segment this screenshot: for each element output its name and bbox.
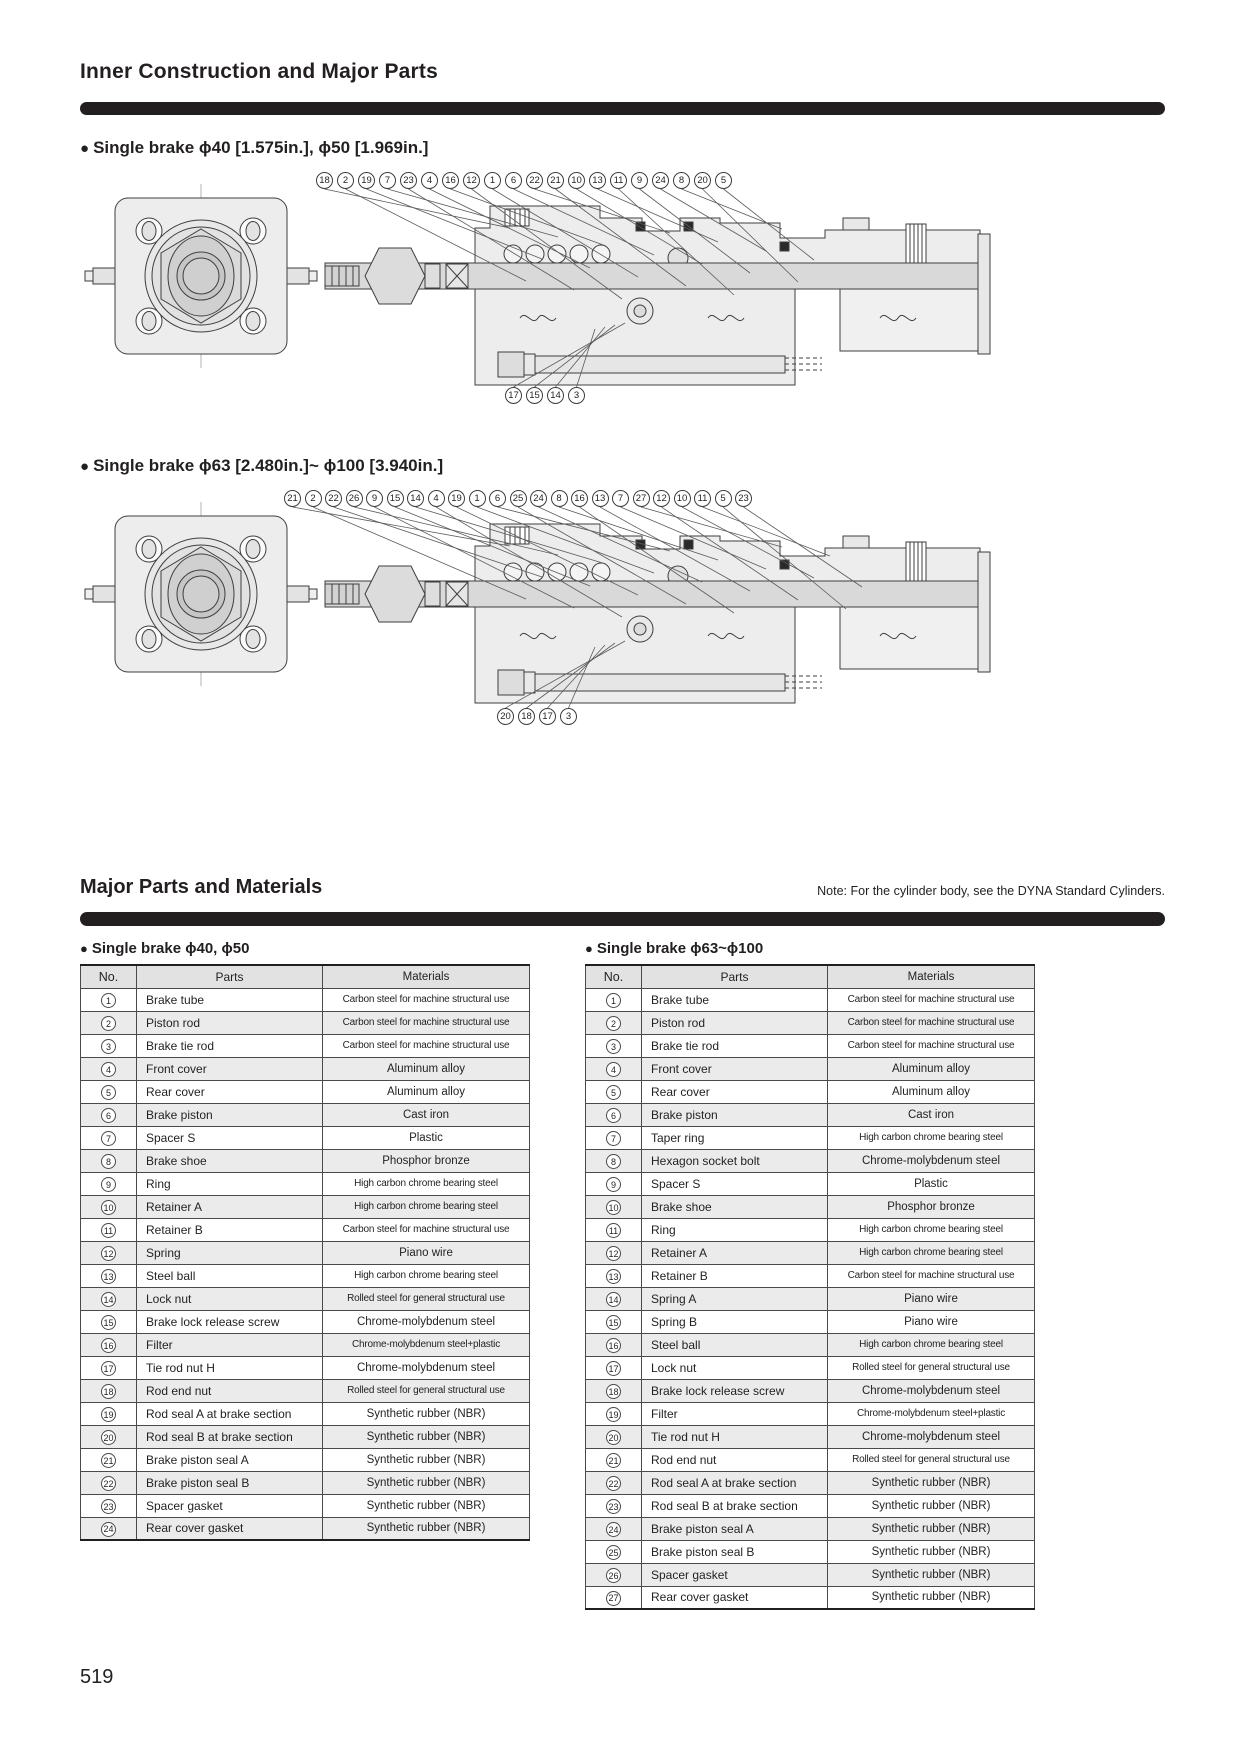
- table-row: [81, 1241, 530, 1264]
- major-parts-divider-bar: [80, 912, 1165, 926]
- callout-number: 5: [715, 490, 732, 507]
- part-number-badge: 8: [606, 1154, 621, 1169]
- callout-number: 3: [560, 708, 577, 725]
- callout-number: 21: [284, 490, 301, 507]
- table-row: [586, 1011, 1035, 1034]
- part-name-cell: Brake tube: [642, 988, 828, 1011]
- part-name-cell: Retainer A: [642, 1241, 828, 1264]
- callout-number: 17: [505, 387, 522, 404]
- material-cell: Chrome-molybdenum steel: [828, 1149, 1035, 1172]
- part-number-badge: 14: [606, 1292, 621, 1307]
- part-number-badge: 15: [606, 1315, 621, 1330]
- material-cell: Carbon steel for machine structural use: [323, 1218, 530, 1241]
- table-row: [586, 1057, 1035, 1080]
- part-name-cell: Tie rod nut H: [137, 1356, 323, 1379]
- material-cell: Chrome-molybdenum steel: [828, 1379, 1035, 1402]
- table-row: [586, 1195, 1035, 1218]
- material-cell: Phosphor bronze: [323, 1149, 530, 1172]
- part-name-cell: Brake piston seal B: [137, 1471, 323, 1494]
- material-cell: Plastic: [828, 1172, 1035, 1195]
- part-name-cell: Filter: [642, 1402, 828, 1425]
- callout-number: 16: [571, 490, 588, 507]
- part-name-cell: Rod seal A at brake section: [137, 1402, 323, 1425]
- table-row: [81, 1218, 530, 1241]
- part-number-badge: 23: [101, 1499, 116, 1514]
- callout-number: 11: [610, 172, 627, 189]
- part-number-badge: 10: [606, 1200, 621, 1215]
- table-row: [81, 1310, 530, 1333]
- material-cell: High carbon chrome bearing steel: [323, 1195, 530, 1218]
- callout-number: 5: [715, 172, 732, 189]
- material-cell: Chrome-molybdenum steel+plastic: [323, 1333, 530, 1356]
- page-title: Inner Construction and Major Parts: [80, 60, 439, 83]
- part-name-cell: Rod seal B at brake section: [642, 1494, 828, 1517]
- material-cell: Synthetic rubber (NBR): [323, 1517, 530, 1540]
- table-row: [81, 988, 530, 1011]
- material-cell: Synthetic rubber (NBR): [323, 1494, 530, 1517]
- part-number-badge: 23: [606, 1499, 621, 1514]
- callout-number: 15: [526, 387, 543, 404]
- part-number-badge: 4: [606, 1062, 621, 1077]
- callout-number: 6: [489, 490, 506, 507]
- material-cell: Synthetic rubber (NBR): [828, 1586, 1035, 1609]
- callout-number: 20: [497, 708, 514, 725]
- part-number-badge: 8: [101, 1154, 116, 1169]
- page-number: 519: [80, 1666, 114, 1688]
- callout-number: 4: [428, 490, 445, 507]
- part-number-badge: 4: [101, 1062, 116, 1077]
- callout-number: 24: [530, 490, 547, 507]
- table-row: [81, 1195, 530, 1218]
- part-number-badge: 25: [606, 1545, 621, 1560]
- callout-number: 13: [589, 172, 606, 189]
- part-number-badge: 11: [101, 1223, 116, 1238]
- material-cell: Synthetic rubber (NBR): [828, 1563, 1035, 1586]
- cylinder-cross-section-drawing: [85, 502, 990, 703]
- part-name-cell: Spring B: [642, 1310, 828, 1333]
- part-name-cell: Brake shoe: [642, 1195, 828, 1218]
- table-row: [586, 1080, 1035, 1103]
- part-name-cell: Retainer A: [137, 1195, 323, 1218]
- table-row: [81, 1149, 530, 1172]
- major-parts-heading: Major Parts and Materials: [80, 876, 323, 898]
- callout-number: 24: [652, 172, 669, 189]
- callout-number: 2: [305, 490, 322, 507]
- part-number-badge: 6: [606, 1108, 621, 1123]
- callout-number: 21: [547, 172, 564, 189]
- table-row: [586, 1333, 1035, 1356]
- parts-table-40-50: [80, 964, 530, 1541]
- part-name-cell: Rear cover: [642, 1080, 828, 1103]
- part-name-cell: Lock nut: [642, 1356, 828, 1379]
- material-cell: Synthetic rubber (NBR): [828, 1494, 1035, 1517]
- section-heading-single-brake-63-100: [80, 456, 443, 476]
- table-row: [81, 1011, 530, 1034]
- table-row: [81, 1034, 530, 1057]
- table-row: [81, 1471, 530, 1494]
- table-row: [586, 1287, 1035, 1310]
- material-cell: Chrome-molybdenum steel: [828, 1425, 1035, 1448]
- material-cell: Rolled steel for general structural use: [828, 1356, 1035, 1379]
- table-row: [586, 1517, 1035, 1540]
- table-row: [81, 1448, 530, 1471]
- table-row: [81, 1126, 530, 1149]
- part-name-cell: Spring A: [642, 1287, 828, 1310]
- material-cell: High carbon chrome bearing steel: [828, 1241, 1035, 1264]
- part-name-cell: Brake tie rod: [137, 1034, 323, 1057]
- material-cell: Chrome-molybdenum steel: [323, 1356, 530, 1379]
- table-heading-text: Single brake ϕ40, ϕ50: [91, 939, 250, 957]
- part-name-cell: Piston rod: [642, 1011, 828, 1034]
- material-cell: Phosphor bronze: [828, 1195, 1035, 1218]
- table-row: [586, 1448, 1035, 1471]
- callout-number: 19: [358, 172, 375, 189]
- part-name-cell: Brake piston: [137, 1103, 323, 1126]
- material-cell: Aluminum alloy: [323, 1080, 530, 1103]
- part-number-badge: 17: [606, 1361, 621, 1376]
- material-cell: Synthetic rubber (NBR): [828, 1471, 1035, 1494]
- part-number-badge: 24: [606, 1522, 621, 1537]
- callout-number: 3: [568, 387, 585, 404]
- material-cell: Cast iron: [323, 1103, 530, 1126]
- callout-number: 7: [379, 172, 396, 189]
- callout-number: 9: [366, 490, 383, 507]
- part-name-cell: Spacer S: [137, 1126, 323, 1149]
- table-row: [586, 1126, 1035, 1149]
- material-cell: High carbon chrome bearing steel: [828, 1333, 1035, 1356]
- callout-number: 7: [612, 490, 629, 507]
- material-cell: Synthetic rubber (NBR): [323, 1471, 530, 1494]
- column-header-parts: Parts: [642, 965, 828, 988]
- part-name-cell: Spacer gasket: [137, 1494, 323, 1517]
- material-cell: Carbon steel for machine structural use: [828, 1264, 1035, 1287]
- table-row: [81, 1494, 530, 1517]
- callout-number: 22: [526, 172, 543, 189]
- part-number-badge: 7: [606, 1131, 621, 1146]
- part-name-cell: Brake piston seal A: [137, 1448, 323, 1471]
- part-name-cell: Rod seal B at brake section: [137, 1425, 323, 1448]
- part-number-badge: 16: [606, 1338, 621, 1353]
- part-number-badge: 17: [101, 1361, 116, 1376]
- table-row: [586, 988, 1035, 1011]
- part-number-badge: 19: [101, 1407, 116, 1422]
- part-number-badge: 12: [606, 1246, 621, 1261]
- parts-table-63-100: [585, 964, 1035, 1610]
- part-number-badge: 7: [101, 1131, 116, 1146]
- part-name-cell: Rod end nut: [137, 1379, 323, 1402]
- material-cell: Carbon steel for machine structural use: [828, 1011, 1035, 1034]
- callout-number: 13: [592, 490, 609, 507]
- material-cell: Piano wire: [323, 1241, 530, 1264]
- part-name-cell: Ring: [642, 1218, 828, 1241]
- column-header-materials: Materials: [828, 965, 1035, 988]
- callout-number: 14: [547, 387, 564, 404]
- table-row: [81, 1264, 530, 1287]
- callout-number: 12: [463, 172, 480, 189]
- callout-number: 11: [694, 490, 711, 507]
- material-cell: Piano wire: [828, 1287, 1035, 1310]
- callout-number: 20: [694, 172, 711, 189]
- part-name-cell: Rod end nut: [642, 1448, 828, 1471]
- part-name-cell: Front cover: [642, 1057, 828, 1080]
- part-number-badge: 9: [101, 1177, 116, 1192]
- part-number-badge: 13: [101, 1269, 116, 1284]
- callout-number: 27: [633, 490, 650, 507]
- callout-number: 23: [735, 490, 752, 507]
- callout-number: 10: [568, 172, 585, 189]
- material-cell: Chrome-molybdenum steel: [323, 1310, 530, 1333]
- part-number-badge: 10: [101, 1200, 116, 1215]
- callout-number: 16: [442, 172, 459, 189]
- part-name-cell: Brake piston seal B: [642, 1540, 828, 1563]
- bullet-icon: ●: [585, 940, 593, 956]
- table-row: [81, 1356, 530, 1379]
- cylinder-body-note: Note: For the cylinder body, see the DYNA Standard Cylinders.: [817, 884, 1165, 898]
- part-number-badge: 16: [101, 1338, 116, 1353]
- table-row: [586, 1379, 1035, 1402]
- part-name-cell: Brake lock release screw: [137, 1310, 323, 1333]
- material-cell: Carbon steel for machine structural use: [323, 1034, 530, 1057]
- column-header-materials: Materials: [323, 965, 530, 988]
- table-block-brake-63-100: [585, 938, 1035, 1610]
- part-name-cell: Brake piston seal A: [642, 1517, 828, 1540]
- material-cell: Chrome-molybdenum steel+plastic: [828, 1402, 1035, 1425]
- callout-number: 8: [673, 172, 690, 189]
- part-number-badge: 6: [101, 1108, 116, 1123]
- part-name-cell: Lock nut: [137, 1287, 323, 1310]
- part-name-cell: Brake lock release screw: [642, 1379, 828, 1402]
- part-number-badge: 24: [101, 1522, 116, 1537]
- table-row: [586, 1540, 1035, 1563]
- part-number-badge: 5: [606, 1085, 621, 1100]
- material-cell: Rolled steel for general structural use: [323, 1379, 530, 1402]
- callout-number: 8: [551, 490, 568, 507]
- table-block-brake-40-50: [80, 938, 530, 1541]
- table-row: [81, 1517, 530, 1540]
- part-name-cell: Taper ring: [642, 1126, 828, 1149]
- table-row: [586, 1218, 1035, 1241]
- material-cell: Synthetic rubber (NBR): [828, 1540, 1035, 1563]
- callout-number: 4: [421, 172, 438, 189]
- column-header-no: No.: [81, 965, 137, 988]
- material-cell: Piano wire: [828, 1310, 1035, 1333]
- part-number-badge: 9: [606, 1177, 621, 1192]
- table-row: [586, 1103, 1035, 1126]
- callout-number: 18: [316, 172, 333, 189]
- material-cell: Synthetic rubber (NBR): [323, 1402, 530, 1425]
- part-name-cell: Spacer S: [642, 1172, 828, 1195]
- part-number-badge: 22: [606, 1476, 621, 1491]
- material-cell: Rolled steel for general structural use: [828, 1448, 1035, 1471]
- bullet-icon: ●: [80, 457, 90, 475]
- table-row: [586, 1034, 1035, 1057]
- callout-number: 15: [387, 490, 404, 507]
- table-heading-text: Single brake ϕ63~ϕ100: [596, 939, 764, 957]
- material-cell: Carbon steel for machine structural use: [828, 1034, 1035, 1057]
- section-heading-text: Single brake ϕ63 [2.480in.]~ ϕ100 [3.940in.]: [93, 456, 444, 475]
- table-row: [586, 1494, 1035, 1517]
- part-number-badge: 26: [606, 1568, 621, 1583]
- callout-number: 23: [400, 172, 417, 189]
- material-cell: Synthetic rubber (NBR): [323, 1425, 530, 1448]
- callout-number: 19: [448, 490, 465, 507]
- callout-number: 26: [346, 490, 363, 507]
- part-number-badge: 27: [606, 1591, 621, 1606]
- title-divider-bar: [80, 102, 1165, 115]
- part-number-badge: 21: [606, 1453, 621, 1468]
- part-number-badge: 20: [101, 1430, 116, 1445]
- material-cell: High carbon chrome bearing steel: [828, 1218, 1035, 1241]
- table-row: [586, 1586, 1035, 1609]
- diagram-single-brake-40-50: [80, 168, 1140, 418]
- part-name-cell: Rear cover gasket: [137, 1517, 323, 1540]
- part-name-cell: Steel ball: [642, 1333, 828, 1356]
- callout-number: 1: [484, 172, 501, 189]
- diagram-single-brake-63-100: [80, 486, 1140, 736]
- table-heading-40-50: [80, 938, 530, 958]
- table-row: [81, 1057, 530, 1080]
- top-callout-row: [284, 490, 752, 507]
- column-header-parts: Parts: [137, 965, 323, 988]
- table-row: [81, 1080, 530, 1103]
- part-name-cell: Rear cover: [137, 1080, 323, 1103]
- section-heading-single-brake-40-50: [80, 138, 428, 158]
- material-cell: Aluminum alloy: [323, 1057, 530, 1080]
- table-row: [586, 1172, 1035, 1195]
- material-cell: Aluminum alloy: [828, 1080, 1035, 1103]
- part-name-cell: Brake shoe: [137, 1149, 323, 1172]
- part-number-badge: 3: [606, 1039, 621, 1054]
- part-number-badge: 19: [606, 1407, 621, 1422]
- part-name-cell: Brake tie rod: [642, 1034, 828, 1057]
- part-number-badge: 14: [101, 1292, 116, 1307]
- part-number-badge: 18: [101, 1384, 116, 1399]
- callout-number: 17: [539, 708, 556, 725]
- callout-number: 12: [653, 490, 670, 507]
- table-header-row: [586, 965, 1035, 988]
- table-row: [586, 1241, 1035, 1264]
- table-row: [81, 1379, 530, 1402]
- column-header-no: No.: [586, 965, 642, 988]
- callout-number: 25: [510, 490, 527, 507]
- callout-number: 1: [469, 490, 486, 507]
- callout-number: 9: [631, 172, 648, 189]
- material-cell: Carbon steel for machine structural use: [323, 1011, 530, 1034]
- bullet-icon: ●: [80, 139, 90, 157]
- part-name-cell: Hexagon socket bolt: [642, 1149, 828, 1172]
- part-number-badge: 12: [101, 1246, 116, 1261]
- callout-number: 10: [674, 490, 691, 507]
- table-row: [586, 1563, 1035, 1586]
- section-heading-text: Single brake ϕ40 [1.575in.], ϕ50 [1.969in.]: [93, 138, 429, 157]
- part-name-cell: Brake tube: [137, 988, 323, 1011]
- table-row: [586, 1402, 1035, 1425]
- callout-number: 14: [407, 490, 424, 507]
- callout-number: 18: [518, 708, 535, 725]
- table-row: [81, 1425, 530, 1448]
- material-cell: High carbon chrome bearing steel: [323, 1264, 530, 1287]
- part-name-cell: Front cover: [137, 1057, 323, 1080]
- part-number-badge: 1: [101, 993, 116, 1008]
- part-number-badge: 18: [606, 1384, 621, 1399]
- material-cell: Rolled steel for general structural use: [323, 1287, 530, 1310]
- material-cell: Aluminum alloy: [828, 1057, 1035, 1080]
- table-row: [81, 1287, 530, 1310]
- part-name-cell: Steel ball: [137, 1264, 323, 1287]
- part-number-badge: 15: [101, 1315, 116, 1330]
- part-number-badge: 3: [101, 1039, 116, 1054]
- callout-number: 22: [325, 490, 342, 507]
- table-row: [81, 1103, 530, 1126]
- table-row: [586, 1425, 1035, 1448]
- part-name-cell: Brake piston: [642, 1103, 828, 1126]
- table-header-row: [81, 965, 530, 988]
- table-row: [586, 1149, 1035, 1172]
- part-name-cell: Piston rod: [137, 1011, 323, 1034]
- material-cell: High carbon chrome bearing steel: [828, 1126, 1035, 1149]
- material-cell: High carbon chrome bearing steel: [323, 1172, 530, 1195]
- table-row: [586, 1264, 1035, 1287]
- bottom-callout-row: [497, 708, 577, 725]
- material-cell: Synthetic rubber (NBR): [828, 1517, 1035, 1540]
- callout-number: 6: [505, 172, 522, 189]
- part-number-badge: 13: [606, 1269, 621, 1284]
- table-row: [586, 1356, 1035, 1379]
- bullet-icon: ●: [80, 940, 88, 956]
- callout-number: 2: [337, 172, 354, 189]
- material-cell: Carbon steel for machine structural use: [323, 988, 530, 1011]
- material-cell: Synthetic rubber (NBR): [323, 1448, 530, 1471]
- part-number-badge: 2: [101, 1016, 116, 1031]
- part-number-badge: 5: [101, 1085, 116, 1100]
- table-heading-63-100: [585, 938, 1035, 958]
- part-number-badge: 22: [101, 1476, 116, 1491]
- table-row: [81, 1402, 530, 1425]
- part-name-cell: Ring: [137, 1172, 323, 1195]
- table-row: [81, 1333, 530, 1356]
- top-callout-row: [316, 172, 732, 189]
- part-name-cell: Filter: [137, 1333, 323, 1356]
- part-number-badge: 11: [606, 1223, 621, 1238]
- part-number-badge: 2: [606, 1016, 621, 1031]
- part-name-cell: Tie rod nut H: [642, 1425, 828, 1448]
- material-cell: Cast iron: [828, 1103, 1035, 1126]
- part-number-badge: 21: [101, 1453, 116, 1468]
- table-row: [586, 1310, 1035, 1333]
- part-name-cell: Spacer gasket: [642, 1563, 828, 1586]
- part-name-cell: Rear cover gasket: [642, 1586, 828, 1609]
- material-cell: Plastic: [323, 1126, 530, 1149]
- part-name-cell: Retainer B: [137, 1218, 323, 1241]
- bottom-callout-row: [505, 387, 585, 404]
- material-cell: Carbon steel for machine structural use: [828, 988, 1035, 1011]
- part-name-cell: Retainer B: [642, 1264, 828, 1287]
- table-row: [586, 1471, 1035, 1494]
- part-number-badge: 1: [606, 993, 621, 1008]
- part-number-badge: 20: [606, 1430, 621, 1445]
- cylinder-cross-section-drawing: [85, 184, 990, 385]
- part-name-cell: Rod seal A at brake section: [642, 1471, 828, 1494]
- table-row: [81, 1172, 530, 1195]
- part-name-cell: Spring: [137, 1241, 323, 1264]
